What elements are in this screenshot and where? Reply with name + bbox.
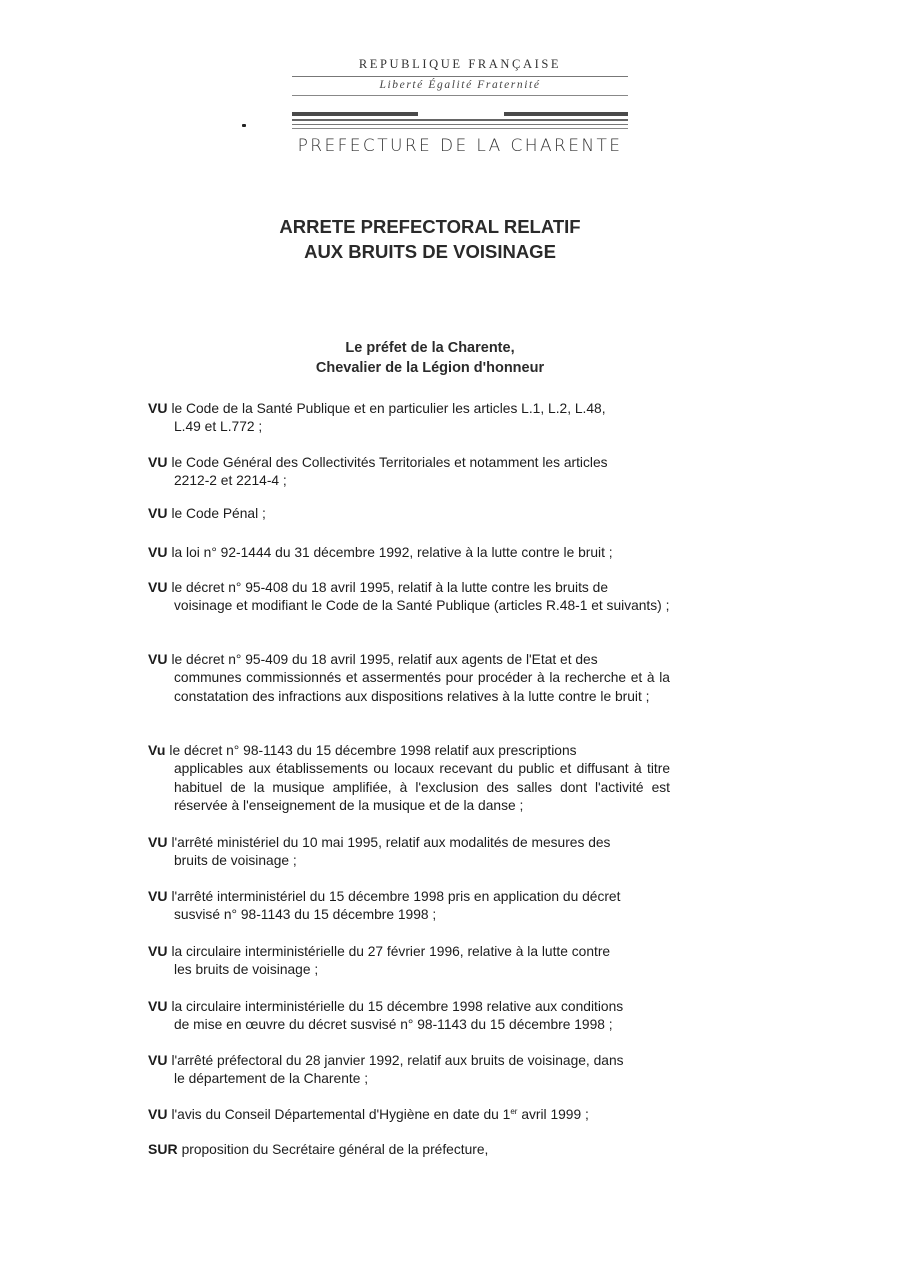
clause-continuation: 2212-2 et 2214-4 ;: [174, 473, 287, 489]
prefect-name: Le préfet de la Charente,: [345, 340, 515, 356]
clause: [148, 1105, 670, 1124]
clause: [148, 650, 670, 706]
clause-continuation: communes commissionnés et assermentés pour procéder à la recherche et à la constatation des infractions aux dispositions relatives à la lutte contre le bruit ;: [174, 670, 670, 704]
clause: [148, 399, 670, 437]
clause-keyword: VU: [148, 1106, 168, 1122]
clause-text: proposition du Secrétaire général de la préfecture,: [181, 1142, 489, 1157]
clause: [148, 997, 670, 1035]
clause: [148, 504, 670, 523]
header-rule: [292, 95, 628, 96]
clause-continuation: bruits de voisinage ;: [174, 853, 297, 869]
prefecture-heading: PREFECTURE DE LA CHARENTE: [297, 136, 623, 156]
republic-motto: Liberté Égalité Fraternité: [379, 79, 541, 91]
clause-keyword: VU: [148, 544, 168, 560]
clause-text: l'arrêté préfectoral du 28 janvier 1992, relatif aux bruits de voisinage, dans: [171, 1053, 624, 1068]
clause-text: le Code de la Santé Publique et en particulier les articles L.1, L.2, L.48,: [171, 401, 606, 416]
tricolor-band: [292, 119, 628, 121]
prefect-title: Chevalier de la Légion d'honneur: [315, 360, 545, 376]
clause-keyword: VU: [148, 943, 168, 959]
republic-heading: REPUBLIQUE FRANÇAISE: [358, 57, 562, 71]
clause-keyword: VU: [148, 454, 168, 470]
clause-keyword: VU: [148, 400, 168, 416]
clause-text: le Code Général des Collectivités Territoriales et notamment les articles: [171, 455, 608, 470]
clause-text: la loi n° 92-1444 du 31 décembre 1992, relative à la lutte contre le bruit ;: [171, 545, 613, 560]
document-title-line-1: ARRETE PREFECTORAL RELATIF: [279, 216, 581, 237]
clause-keyword: SUR: [148, 1141, 178, 1157]
clause-keyword: VU: [148, 834, 168, 850]
clause: [148, 1140, 670, 1159]
clause-text: l'arrêté interministériel du 15 décembre 1998 pris en application du décret: [171, 889, 621, 904]
clause-continuation: le département de la Charente ;: [174, 1071, 369, 1087]
clause-text: la circulaire interministérielle du 27 février 1996, relative à la lutte contre: [171, 944, 611, 959]
clause-continuation: susvisé n° 98-1143 du 15 décembre 1998 ;: [174, 907, 437, 923]
clause-keyword: VU: [148, 505, 168, 521]
clause: [148, 942, 670, 980]
clause-text: le décret n° 95-409 du 18 avril 1995, relatif aux agents de l'Etat et des: [171, 652, 598, 667]
clause-keyword: VU: [148, 651, 168, 667]
document-title-line-2: AUX BRUITS DE VOISINAGE: [304, 241, 556, 262]
band-gap: [418, 111, 504, 118]
clause: [148, 543, 670, 562]
ordinal-superscript: er: [510, 1107, 518, 1116]
clause-text: la circulaire interministérielle du 15 décembre 1998 relative aux conditions: [171, 999, 624, 1014]
clause: [148, 833, 670, 871]
clause: [148, 578, 670, 616]
clause-keyword: VU: [148, 1052, 168, 1068]
tricolor-band: [292, 128, 628, 129]
clause-text: l'avis du Conseil Départemental d'Hygiène en date du 1: [171, 1107, 511, 1122]
clause-text-end: avril 1999 ;: [517, 1107, 589, 1122]
scan-speck: [242, 124, 246, 127]
clause: [148, 887, 670, 925]
clause-keyword: Vu: [148, 742, 166, 758]
clause-continuation: de mise en œuvre du décret susvisé n° 98-1143 du 15 décembre 1998 ;: [174, 1017, 613, 1033]
clause-keyword: VU: [148, 579, 168, 595]
header-rule: [292, 76, 628, 77]
clause-text: l'arrêté ministériel du 10 mai 1995, relatif aux modalités de mesures des: [171, 835, 611, 850]
clause-keyword: VU: [148, 888, 168, 904]
clause-text: le Code Pénal ;: [171, 506, 266, 521]
clause-text: le décret n° 95-408 du 18 avril 1995, relatif à la lutte contre les bruits de: [171, 580, 608, 595]
clause-keyword: VU: [148, 998, 168, 1014]
clause: [148, 1051, 670, 1089]
clause-continuation: applicables aux établissements ou locaux recevant du public et diffusant à titre habituel de la musique amplifiée, à l'exclusion des salles dont l'activité est réservée à l'enseignement de la musique et de la danse ;: [174, 761, 670, 813]
clause-continuation: L.49 et L.772 ;: [174, 419, 263, 435]
clause-continuation: voisinage et modifiant le Code de la Santé Publique (articles R.48-1 et suivants) ;: [174, 598, 670, 614]
clause-text: le décret n° 98-1143 du 15 décembre 1998 relatif aux prescriptions: [169, 743, 577, 758]
clause: [148, 453, 670, 491]
tricolor-band: [292, 124, 628, 125]
clause: [148, 741, 670, 815]
clause-continuation: les bruits de voisinage ;: [174, 962, 319, 978]
